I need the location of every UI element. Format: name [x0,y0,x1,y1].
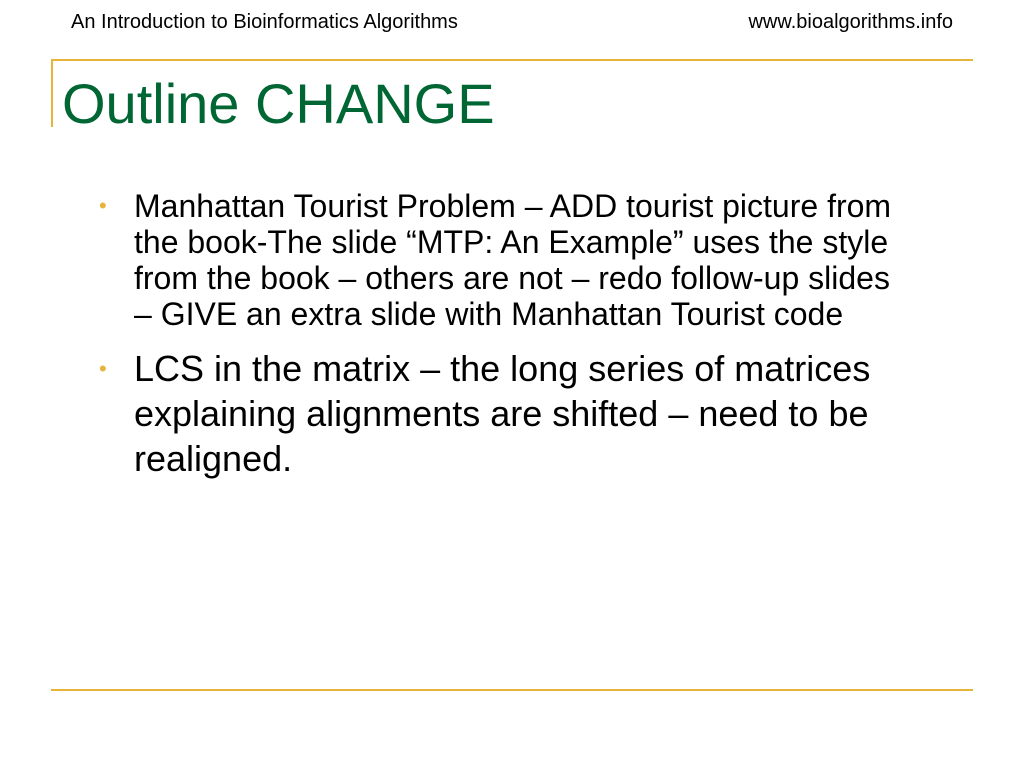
header-course-title: An Introduction to Bioinformatics Algorithms [71,11,458,33]
bullet-text: Manhattan Tourist Problem – ADD tourist picture from the book-The slide “MTP: An Example” uses the style from the book – others are not – redo follow-up slides – GIVE an extra slide with Manhattan Tourist code [134,188,892,332]
bullet-item-lcs-matrix [99,346,899,481]
bullet-list [99,188,899,481]
bullet-dot-icon: • [99,356,107,381]
title-side-divider [51,59,53,127]
slide-title: Outline CHANGE [62,72,495,135]
bullet-dot-icon: • [99,193,107,218]
bullet-item-manhattan-tourist [99,188,899,332]
header-website-url: www.bioalgorithms.info [748,11,953,33]
bullet-text: LCS in the matrix – the long series of matrices explaining alignments are shifted – need to be realigned. [134,348,871,479]
top-divider [51,59,973,61]
bottom-divider [51,689,973,691]
